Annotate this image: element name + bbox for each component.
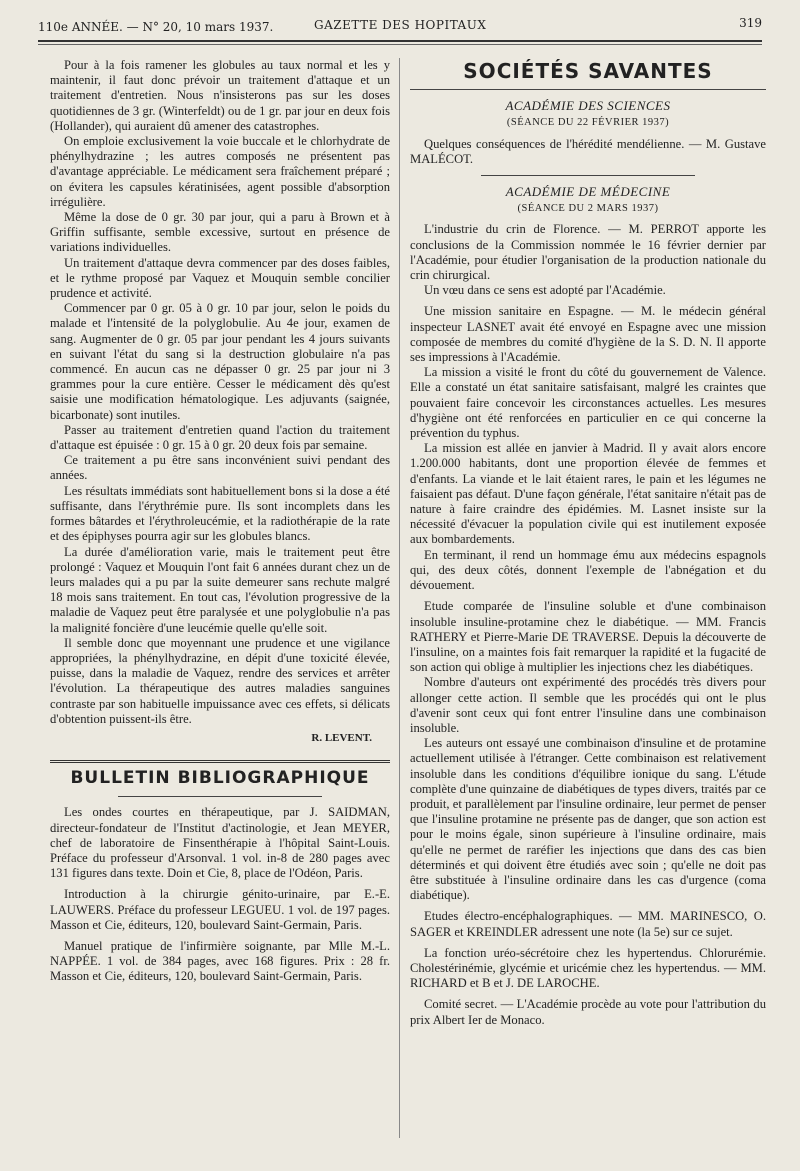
journal-title: GAZETTE DES HOPITAUX — [314, 18, 487, 32]
author-signature: R. LEVENT. — [311, 731, 372, 744]
header-rule-thin — [38, 44, 762, 45]
academy-divider — [481, 175, 695, 176]
header-rule — [38, 40, 762, 42]
biblio-entry: Manuel pratique de l'infirmière soignante, par Mlle M.-L. NAPPÉE. 1 vol. de 384 pages, avec 168 figures. Prix : 28 fr. Masson et Cie, éditeurs, 120, boulevard Saint-Germain, Paris. — [50, 938, 390, 984]
paragraph: Même la dose de 0 gr. 30 par jour, qui a paru à Brown et à Griffin suffisante, semble excessive, surtout en présence de variations individuelles. — [50, 210, 390, 255]
page-header — [38, 12, 762, 38]
biblio-entry: Les ondes courtes en thérapeutique, par J. SAIDMAN, directeur-fondateur de l'Institut d'actinologie, et Jean MEYER, chef de laboratoire de Finsenthérapie à l'hôpital Saint-Louis. Préface du professeur d'Arsonval. 1 vol. in-8 de 280 pages avec 131 figures dans texte. Doin et Cie, 8, place de l'Odéon, Paris. — [50, 805, 390, 881]
paragraph: On emploie exclusivement la voie buccale et le chlorhydrate de phénylhydrazine ; les autres composés ne présentent pas d'avantage appréciable. Le médicament sera fraîchement préparé ; on évitera les capsules kératinisées, agent possible d'absorption irrégulière. — [50, 134, 390, 209]
paragraph: Commencer par 0 gr. 05 à 0 gr. 10 par jour, selon le poids du malade et l'intensité de la polyglobulie. Au 4e jour, examen de sang. Augmenter de 0 gr. 05 par jour pendant les 4 jours suivants en suivant l'état du sang si la destruction globulaire n'a pas commencé. En aucun cas ne dépasser 0 gr. 25 par jour ni 3 grammes pour la cure entière. Cesser le médicament dès qu'est saisie une modification hématologique. Les adjuvants (saignée, bicarbonate) sont inutiles. — [50, 301, 390, 422]
section-divider — [50, 760, 390, 763]
paragraph: Une mission sanitaire en Espagne. — M. le médecin général inspecteur LASNET avait été envoyé en Espagne avec une mission composée de membres du comité d'hygiène de la S. D. N. Il apporte ses impressions à l'Académie. — [410, 304, 766, 365]
right-column — [410, 58, 766, 1028]
paragraph: L'industrie du crin de Florence. — M. PERROT apporte les conclusions de la Commission nommée le 16 février dernier par l'Académie, pour étudier l'organisation de la production nationale du crin chirurgical. — [410, 222, 766, 283]
paragraph: La mission est allée en janvier à Madrid. Il y avait alors encore 1.200.000 habitants, dont une proportion élevée de femmes et d'enfants. La viande et le lait étaient rares, le pain et les légumes ne faisaient pas défaut. D'une façon générale, l'état sanitaire n'était pas de nature à faire craindre des épidémies. M. Lasnet insiste sur la nécessité d'évacuer la population civile qui est inutilement exposée aux bombardements. — [410, 441, 766, 547]
paragraph: La mission a visité le front du côté du gouvernement de Valence. Elle a constaté un état sanitaire satisfaisant, malgré les craintes que pouvaient faire concevoir les circonstances actuelles. Les mesures d'hygiène ont été renforcées en particulier en ce qui concerne la prévention du typhus. — [410, 365, 766, 441]
session-date: (SÉANCE DU 2 MARS 1937) — [517, 203, 659, 215]
paragraph: Les résultats immédiats sont habituellement bons si la dose a été suffisante, dans l'érythrémie pure. Ils sont incomplets dans les formes bâtardes et l'érythroleucémie, et la radiothérapie de la rate et des épiphyses pourra agir sur les globules blancs. — [50, 483, 390, 544]
page-number: 319 — [739, 16, 762, 30]
paragraph: La fonction uréo-sécrétoire chez les hypertendus. Chlorurémie. Cholestérinémie, glycémie et uricémie chez les hypertendus. — MM. RICHARD et B et J. DE LAROCHE. — [410, 945, 766, 991]
academy-heading: ACADÉMIE DE MÉDECINE — [505, 184, 671, 200]
academy-heading: ACADÉMIE DES SCIENCES — [505, 98, 671, 114]
paragraph: En terminant, il rend un hommage ému aux médecins espagnols qui, des deux côtés, donnent l'exemple de l'abnégation et du dévouement. — [410, 547, 766, 593]
title-rule — [410, 89, 766, 90]
biblio-title: BULLETIN BIBLIOGRAPHIQUE — [70, 768, 370, 789]
section-title: SOCIÉTÉS SAVANTES — [463, 59, 713, 83]
paragraph: Passer au traitement d'entretien quand l'action du traitement d'attaque est épuisée : 0 gr. 15 à 0 gr. 20 deux fois par semaine. — [50, 422, 390, 453]
paragraph: La durée d'amélioration varie, mais le traitement peut être prolongé : Vaquez et Mouquin l'ont fait 6 années durant chez un de leurs malades qui a pu par la suite demeurer sans rechute malgré 18 mois sans traitement. En tout cas, l'évolution progressive de la maladie de Vaquez peut être paralysée et une polyglobulie n'a pas la malignité foncière d'une leucémie quelle qu'elle soit. — [50, 544, 390, 635]
column-divider — [399, 58, 400, 1138]
biblio-entry: Introduction à la chirurgie génito-urinaire, par E.-E. LAUWERS. Préface du professeur LEGUEU. 1 vol. de 197 pages. Masson et Cie, éditeurs, 120, boulevard Saint-Germain, Paris. — [50, 887, 390, 932]
paragraph: Les auteurs ont essayé une combinaison d'insuline et de protamine actuellement utilisée à l'étranger. Cette combinaison est relativement insoluble dans les conditions d'équilibre ionique du sang. L'étude complète d'une quinzaine de diabétiques de types divers, traités par ce produit, et parallèlement par l'insuline ordinaire, leur permet de penser que l'insuline protamine ne présente pas de danger, que son action est pour le moins égale, sinon supérieure à l'insuline ordinaire, mais qu'elle ne permet de raréfier les injections que dans des cas bien déterminés et qui doivent être étudiés avec soin ; qu'elle ne doit pas être substituée à l'insuline ordinaire dans les cas d'urgence (coma diabétique). — [410, 736, 766, 903]
paragraph: Etudes électro-encéphalographiques. — MM. MARINESCO, O. SAGER et KREINDLER adressent une note (la 5e) sur ce sujet. — [410, 909, 766, 939]
paragraph: Il semble donc que moyennant une prudence et une vigilance appropriées, la phénylhydrazine, en dépit d'une toxicité élevée, puisse, dans la maladie de Vaquez, rendre des services et arrêter l'évolution. La thérapeutique des autres maladies sanguines contraste par son habituelle impuissance avec ces effets, si délicats d'obtention puissent-ils être. — [50, 635, 390, 726]
paragraph: Quelques conséquences de l'hérédité mendélienne. — M. Gustave MALÉCOT. — [410, 136, 766, 166]
session-date: (SÉANCE DU 22 FÉVRIER 1937) — [506, 117, 670, 129]
paragraph: Comité secret. — L'Académie procède au vote pour l'attribution du prix Albert Ier de Monaco. — [410, 997, 766, 1027]
title-underline — [118, 796, 322, 797]
paragraph: Pour à la fois ramener les globules au taux normal et les y maintenir, il faut donc prévoir un traitement d'attaque et un traitement d'entretien. Nous n'insisterons pas sur les doses quotidiennes de 3 gr. (Winterfeldt) ou de 1 gr. par jour en deux fois (Hollander), qui auraient dû amener des catastrophes. — [50, 58, 390, 133]
issue-info: 110e ANNÉE. — N° 20, 10 mars 1937. — [38, 20, 274, 34]
paragraph: Etude comparée de l'insuline soluble et d'une combinaison insoluble insuline-protamine chez le diabétique. — MM. Francis RATHERY et Pierre-Marie DE TRAVERSE. Depuis la découverte de l'insuline, on a maintes fois fait remarquer la rapidité et la fugacité de son action qui oblige à multiplier les injections chez les diabétiques. — [410, 599, 766, 675]
paragraph: Ce traitement a pu être sans inconvénient suivi pendant des années. — [50, 453, 390, 483]
paragraph: Un traitement d'attaque devra commencer par des doses faibles, et le rythme proposé par Vaquez et Mouquin semble concilier prudence et activité. — [50, 255, 390, 301]
paragraph: Un vœu dans ce sens est adopté par l'Académie. — [424, 283, 666, 298]
paragraph: Nombre d'auteurs ont expérimenté des procédés très divers pour allonger cette action. Il semble que les procédés qui ont le plus d'avenir sont ceux qui font entrer l'insuline dans une combinaison insoluble. — [410, 675, 766, 735]
left-column — [50, 58, 390, 985]
